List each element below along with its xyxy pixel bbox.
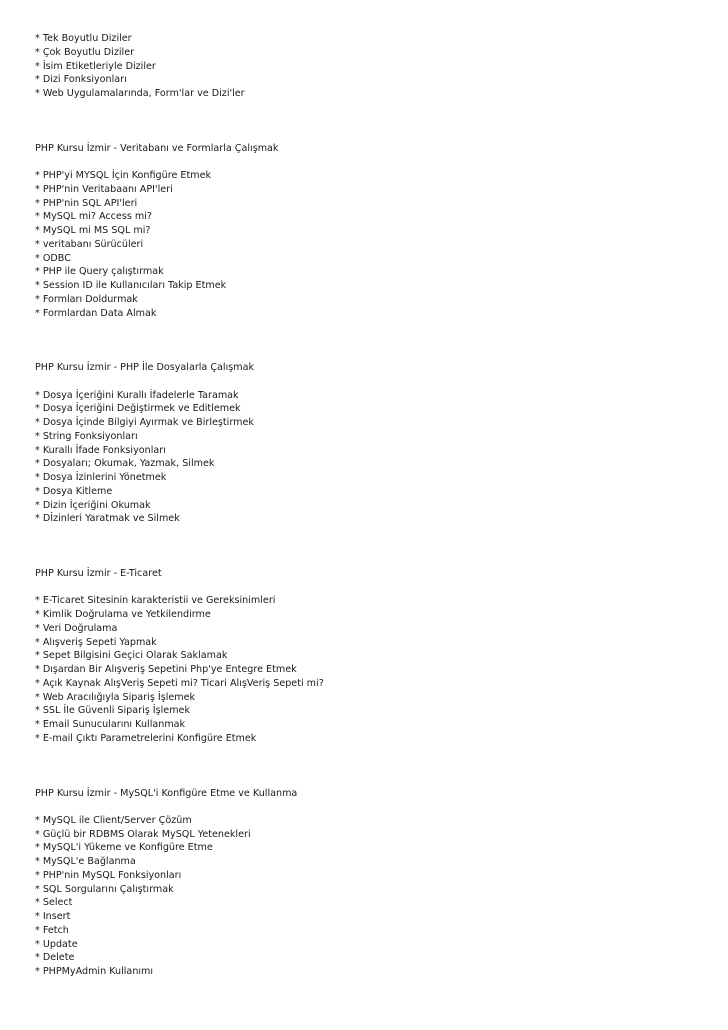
list-item: * Web Uygulamalarında, Form'lar ve Dizi'ler [35,88,245,99]
list-item: * Tek Boyutlu Diziler [35,33,132,44]
list-item: * MySQL'e Bağlanma [35,856,136,867]
list-item: * Dosyaları; Okumak, Yazmak, Silmek [35,458,215,470]
list-item: * Formlardan Data Almak [35,307,157,319]
list-item: * Açık Kaynak AlışVeriş Sepeti mi? Ticari AlışVeriş Sepeti mi? [35,677,324,689]
list-item: * Dışardan Bir Alışveriş Sepetini Php'ye Entegre Etmek [35,664,297,675]
list-item: * PHP'nin SQL API'leri [35,197,138,209]
list-item: * veritabanı Sürücüleri [35,238,144,250]
list-item: * Veri Doğrulama [35,622,118,634]
list-item: * E-Ticaret Sitesinin karakteristii ve Gereksinimleri [35,595,276,607]
intro-list [35,32,695,101]
list-item: * Dizi Fonksiyonları [35,74,127,86]
list-item: * Session ID ile Kullanıcıları Takip Etmek [35,280,227,291]
section-heading: PHP Kursu İzmir - MySQL'i Konfigüre Etme ve Kullanma [35,787,298,799]
list-item: * Alışveriş Sepeti Yapmak [35,636,157,648]
list-item: * PHP'nin Veritabaanı API'leri [35,183,173,195]
list-item: * MySQL'i Yükeme ve Konfigüre Etme [35,842,213,854]
list-item: * SQL Sorgularını Çalıştırmak [35,883,174,895]
section-dosyalar [35,361,695,526]
list-item: * Kimlik Doğrulama ve Yetkilendirme [35,609,211,620]
list-item: * Delete [35,952,75,964]
list-item: * ODBC [35,252,71,264]
section-mysql [35,787,695,979]
list-item: * Dosya İçeriğini Değiştirmek ve Editlemek [35,403,241,415]
list-item: * PHPMyAdmin Kullanımı [35,966,154,977]
list-item: * MySQL ile Client/Server Çözüm [35,814,192,826]
list-item: * MySQL mi MS SQL mi? [35,225,151,236]
list-item: * Dosya İçinde Bilgiyi Ayırmak ve Birleştirmek [35,417,254,428]
document-page [35,32,695,979]
list-item: * PHP ile Query çalıştırmak [35,266,164,278]
list-item: * Dosya Kitleme [35,485,113,497]
list-item: * E-mail Çıktı Parametrelerini Konfigüre Etmek [35,732,257,744]
list-item: * SSL İle Güvenli Sipariş İşlemek [35,705,191,717]
list-item: * Çok Boyutlu Diziler [35,46,135,58]
list-item: * Güçlü bir RDBMS Olarak MySQL Yetenekleri [35,828,251,840]
list-item: * Sepet Bilgisini Geçici Olarak Saklamak [35,650,228,662]
list-item: * Dosya İzinlerini Yönetmek [35,472,167,483]
list-item: * Insert [35,911,71,922]
list-item: * Formları Doldurmak [35,293,138,305]
list-item: * Email Sunucularını Kullanmak [35,719,186,730]
list-item: * Dosya İçeriğini Kurallı İfadelerle Taramak [35,389,239,401]
list-item: * PHP'nin MySQL Fonksiyonları [35,869,182,881]
list-item: * Dİzinleri Yaratmak ve Silmek [35,513,180,525]
section-eticaret [35,567,695,746]
list-item: * PHP'yi MYSQL İçin Konfigüre Etmek [35,170,212,181]
section-heading: PHP Kursu İzmir - E-Ticaret [35,568,162,579]
list-item: * Kurallı İfade Fonksiyonları [35,444,166,456]
list-item: * İsim Etiketleriyle Diziler [35,60,156,72]
list-item: * Dizin İçeriğini Okumak [35,499,151,511]
section-heading: PHP Kursu İzmir - PHP İle Dosyalarla Çalışmak [35,362,255,374]
list-item: * String Fonksiyonları [35,430,138,442]
list-item: * Select [35,897,73,909]
list-item: * MySQL mi? Access mi? [35,211,152,223]
section-veritabani [35,142,695,321]
list-item: * Web Aracılığıyla Sipariş İşlemek [35,691,196,703]
list-item: * Fetch [35,924,69,936]
section-heading: PHP Kursu İzmir - Veritabanı ve Formlarla Çalışmak [35,142,279,154]
list-item: * Update [35,938,78,950]
